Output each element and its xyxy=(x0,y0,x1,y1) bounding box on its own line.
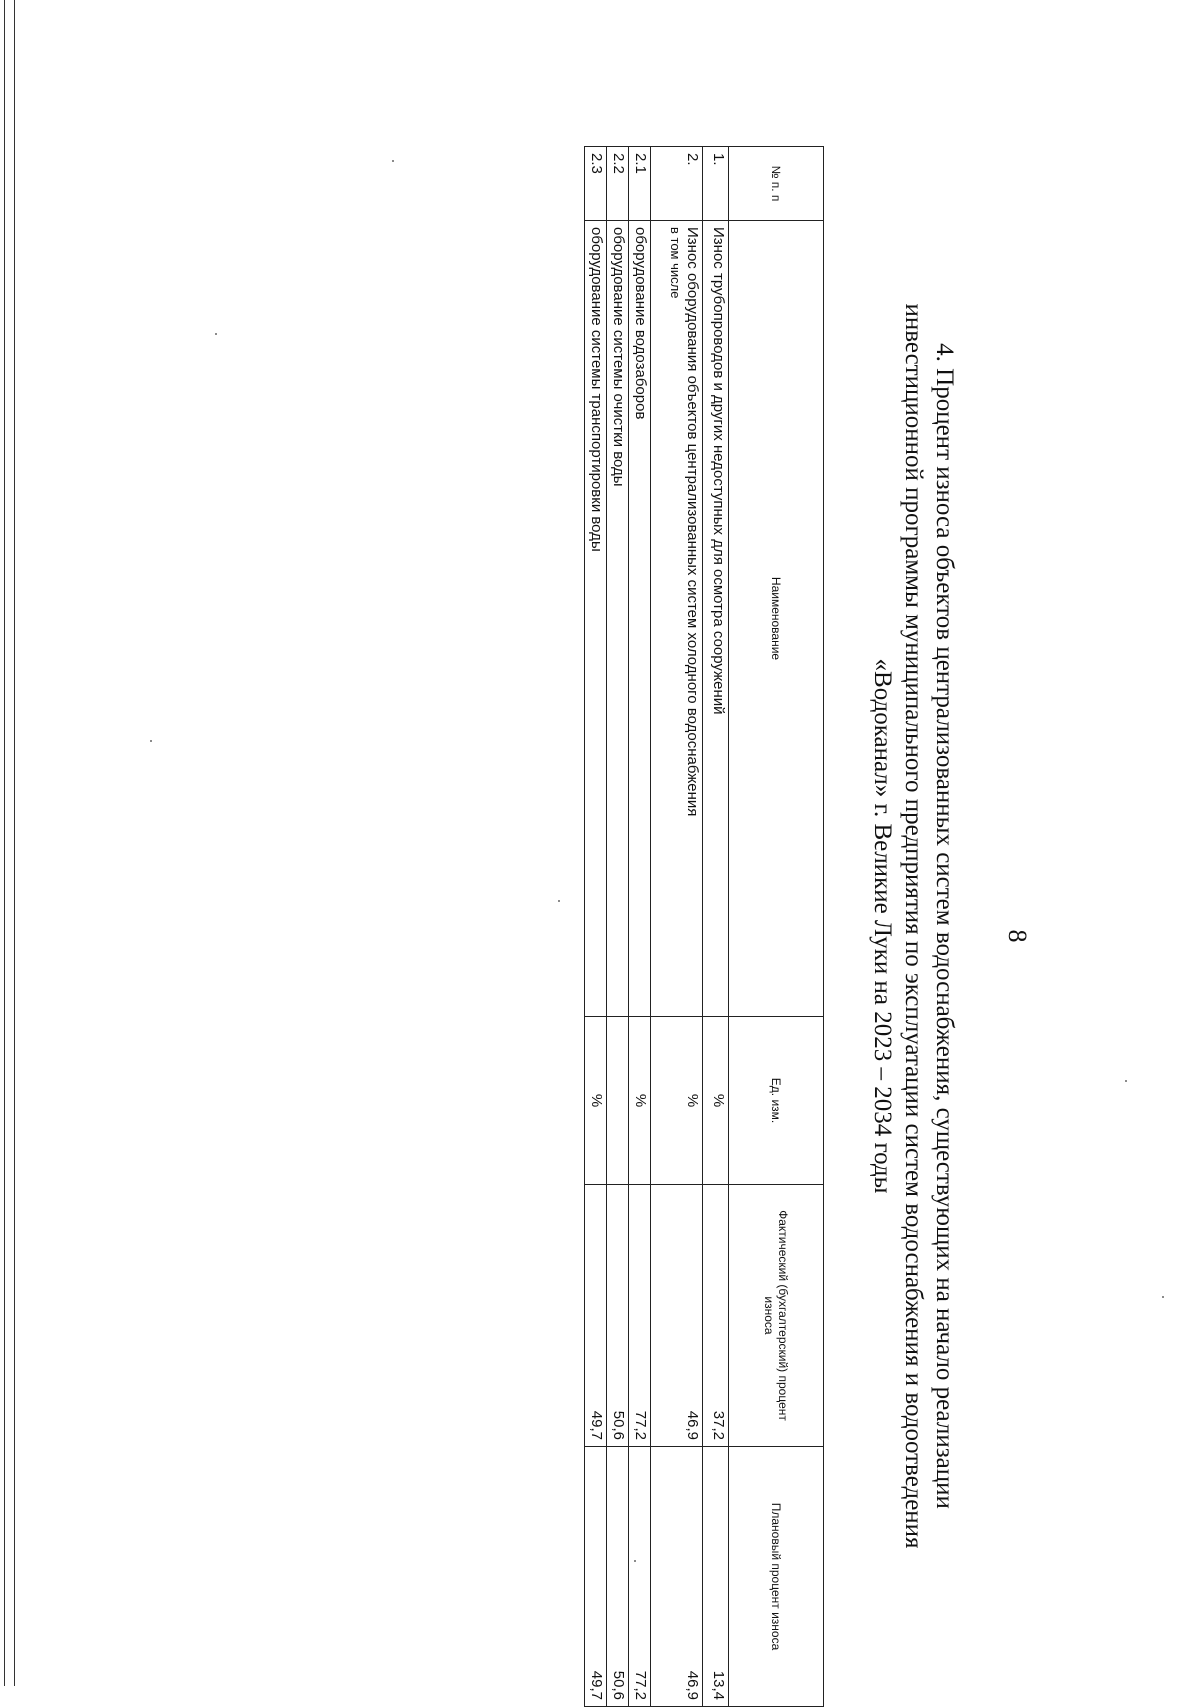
row-unit: % xyxy=(703,1017,729,1185)
scan-border-left xyxy=(4,0,5,1686)
row-num: 2.3 xyxy=(585,147,607,221)
row-unit xyxy=(607,1017,629,1185)
header-num: № п. п xyxy=(729,147,824,221)
table-header-row xyxy=(729,147,824,1707)
row-unit: % xyxy=(585,1017,607,1185)
row-actual-wear: 46,9 xyxy=(651,1185,703,1447)
row-name: Износ оборудования объектов централизованных систем холодного водоснабжения xyxy=(684,227,701,817)
row-name-cell xyxy=(651,221,703,1017)
header-name: Наименование xyxy=(729,221,824,1017)
document-title xyxy=(867,146,960,1706)
row-planned-wear: 49,7 xyxy=(585,1447,607,1707)
table-row xyxy=(703,147,729,1707)
row-note: в том числе xyxy=(668,227,683,299)
scan-speck xyxy=(1125,1080,1127,1082)
row-num: 1. xyxy=(703,147,729,221)
row-actual-wear: 50,6 xyxy=(607,1185,629,1447)
table-row xyxy=(585,147,607,1707)
table-row xyxy=(607,147,629,1707)
title-line-1: 4. Процент износа объектов централизованных систем водоснабжения, существующих на начало реализации xyxy=(931,343,958,1509)
row-unit: % xyxy=(651,1017,703,1185)
scan-border-left-inner xyxy=(14,0,15,1686)
row-planned-wear: 77,2 xyxy=(629,1447,651,1707)
rotated-page-content xyxy=(72,146,1032,1706)
row-actual-wear: 77,2 xyxy=(629,1185,651,1447)
header-actual-wear: Фактический (бухгалтерский) процент износа xyxy=(729,1185,824,1447)
table-row xyxy=(651,147,703,1707)
row-name: оборудование системы очистки воды xyxy=(607,221,629,1017)
row-actual-wear: 37,2 xyxy=(703,1185,729,1447)
header-planned-wear: Плановый процент износа xyxy=(729,1447,824,1707)
wear-percentage-table xyxy=(584,146,824,1707)
header-unit: Ед. изм. xyxy=(729,1017,824,1185)
row-planned-wear: 13,4 xyxy=(703,1447,729,1707)
row-planned-wear: 50,6 xyxy=(607,1447,629,1707)
row-name: оборудование водозаборов xyxy=(629,221,651,1017)
title-line-3: «Водоканал» г. Великие Луки на 2023 – 2034 годы xyxy=(869,658,896,1194)
row-name: Износ трубопроводов и других недоступных для осмотра сооружений xyxy=(703,221,729,1017)
row-unit: % xyxy=(629,1017,651,1185)
title-line-2: инвестиционной программы муниципального предприятия по эксплуатации систем водоснабжения и водоотведения xyxy=(900,303,927,1549)
scan-speck xyxy=(1162,1296,1164,1298)
table-row xyxy=(629,147,651,1707)
row-name: оборудование системы транспортировки воды xyxy=(585,221,607,1017)
row-actual-wear: 49,7 xyxy=(585,1185,607,1447)
row-planned-wear: 46,9 xyxy=(651,1447,703,1707)
row-num: 2. xyxy=(651,147,703,221)
row-num: 2.2 xyxy=(607,147,629,221)
page-number: 8 xyxy=(1003,929,1032,943)
row-num: 2.1 xyxy=(629,147,651,221)
